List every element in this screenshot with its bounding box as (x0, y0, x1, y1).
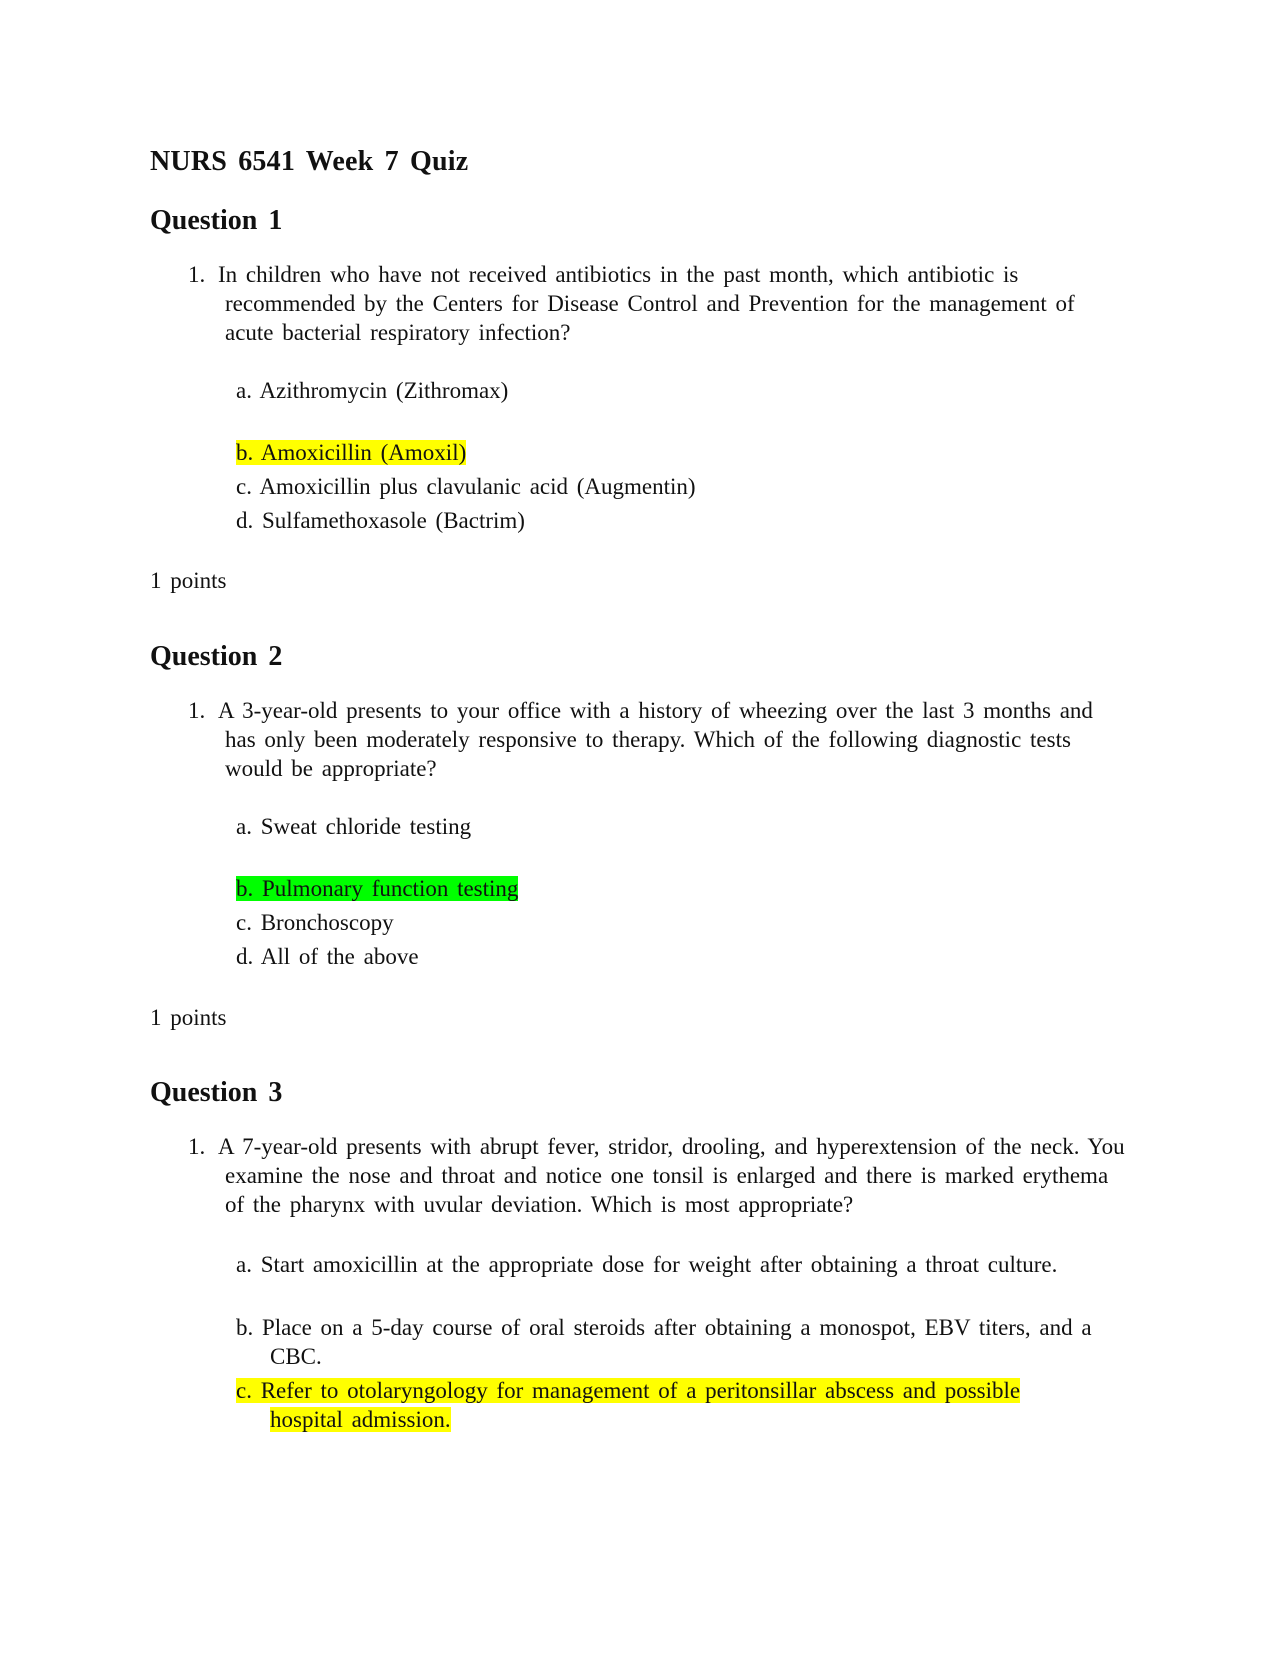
option-label: b. Place on a 5-day course of oral steroids after obtaining a monospot, EBV titers, and a CBC. (236, 1315, 1092, 1369)
question-2-option-a (236, 812, 1116, 841)
question-2-points: 1 points (150, 1005, 227, 1030)
option-label: a. Azithromycin (Zithromax) (236, 378, 509, 403)
question-2-option-d (236, 942, 1116, 971)
question-3-option-c (236, 1376, 1086, 1434)
question-1-option-a (236, 376, 1116, 405)
question-1-number: 1. (188, 262, 206, 287)
highlighted-answer: c. Refer to otolaryngology for management of a peritonsillar abscess and possible hospital admission. (236, 1378, 1021, 1432)
option-label: d. Sulfamethoxasole (Bactrim) (236, 508, 525, 533)
question-3-option-b (236, 1313, 1106, 1371)
question-1-stem (188, 260, 1128, 347)
option-label: a. Start amoxicillin at the appropriate dose for weight after obtaining a throat culture. (236, 1252, 1058, 1277)
option-label: c. Amoxicillin plus clavulanic acid (Augmentin) (236, 474, 696, 499)
question-2-heading: Question 2 (150, 641, 283, 672)
question-2-option-c (236, 908, 1116, 937)
question-3-stem (188, 1132, 1128, 1219)
question-2-text: A 3-year-old presents to your office with a history of wheezing over the last 3 months and has only been moderately responsive to therapy. Which of the following diagnostic tests would be appropriate? (218, 698, 1093, 781)
highlighted-answer: b. Pulmonary function testing (236, 876, 519, 901)
question-3-heading: Question 3 (150, 1077, 283, 1108)
question-3-option-a (236, 1250, 1066, 1279)
highlighted-answer-wrapper (236, 1376, 1086, 1434)
question-2-number: 1. (188, 698, 206, 723)
question-2-option-b (236, 874, 1116, 903)
question-1-option-b (236, 438, 1116, 467)
document-title: NURS 6541 Week 7 Quiz (150, 146, 469, 177)
question-1-heading: Question 1 (150, 205, 283, 236)
question-3-number: 1. (188, 1134, 206, 1159)
question-1-option-d (236, 506, 1116, 535)
question-1-text: In children who have not received antibiotics in the past month, which antibiotic is recommended by the Centers for Disease Control and Prevention for the management of acute bacterial respiratory infection? (218, 262, 1075, 345)
question-3-text: A 7-year-old presents with abrupt fever, stridor, drooling, and hyperextension of the neck. You examine the nose and throat and notice one tonsil is enlarged and there is marked erythema of the pharynx with uvular deviation. Which is most appropriate? (218, 1134, 1125, 1217)
option-label: c. Bronchoscopy (236, 910, 394, 935)
question-2-stem (188, 696, 1128, 783)
question-1-option-c (236, 472, 1116, 501)
option-label: d. All of the above (236, 944, 419, 969)
option-label: a. Sweat chloride testing (236, 814, 472, 839)
highlighted-answer: b. Amoxicillin (Amoxil) (236, 440, 467, 465)
question-1-points: 1 points (150, 568, 227, 593)
